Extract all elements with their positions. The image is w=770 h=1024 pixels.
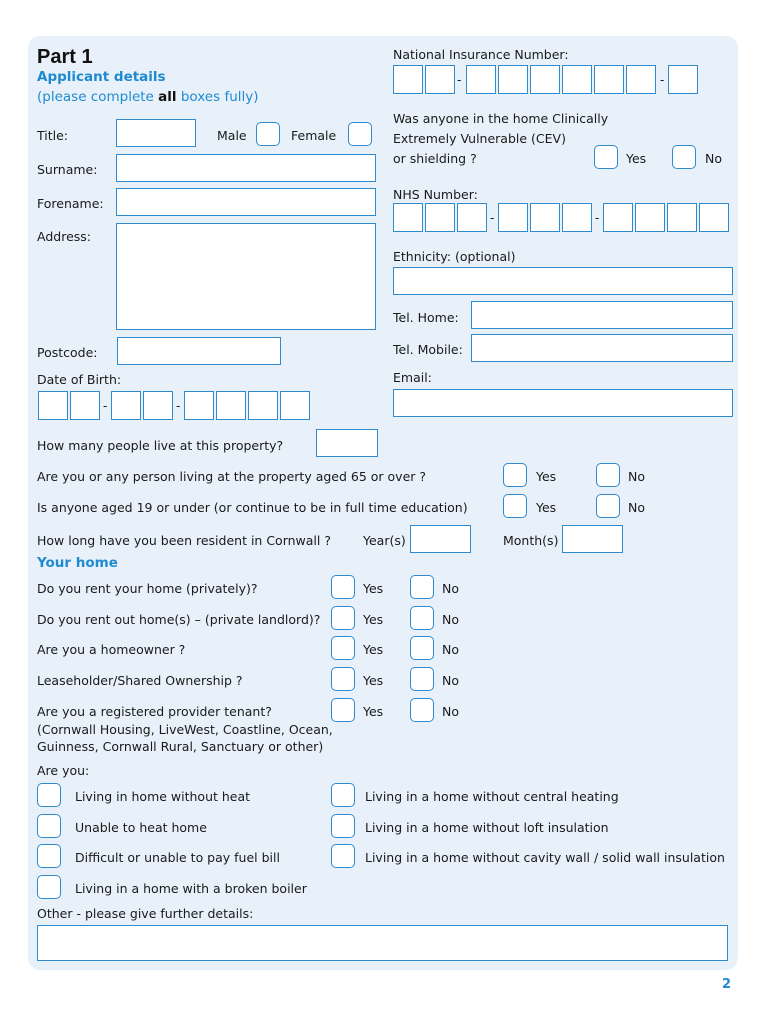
rent-private-no-label: No	[442, 581, 459, 596]
nhs-box-5[interactable]	[530, 203, 560, 232]
tel-home-label: Tel. Home:	[393, 310, 459, 325]
tel-mobile-label: Tel. Mobile:	[393, 342, 463, 357]
dob-label: Date of Birth:	[37, 372, 122, 387]
ni-box-5[interactable]	[530, 65, 560, 94]
dob-day-1[interactable]	[38, 391, 68, 420]
ni-box-4[interactable]	[498, 65, 528, 94]
no-central-heating-label: Living in a home without central heating	[365, 789, 619, 804]
registered-no-label: No	[442, 704, 459, 719]
cev-label-1: Was anyone in the home Clinically	[393, 111, 609, 126]
email-field[interactable]	[393, 389, 733, 417]
unable-heat-checkbox[interactable]	[37, 814, 61, 838]
rent-out-yes-label: Yes	[363, 612, 384, 627]
broken-boiler-label: Living in a home with a broken boiler	[75, 881, 307, 896]
rent-private-label: Do you rent your home (privately)?	[37, 581, 258, 596]
cev-yes-label: Yes	[626, 151, 647, 166]
dob-year-4[interactable]	[280, 391, 310, 420]
cev-label-2: Extremely Vulnerable (CEV)	[393, 131, 566, 146]
no-cavity-insulation-label: Living in a home without cavity wall / solid wall insulation	[365, 850, 725, 865]
ni-box-8[interactable]	[626, 65, 656, 94]
aged65-yes-label: Yes	[536, 469, 557, 484]
registered-yes-label: Yes	[363, 704, 384, 719]
ni-box-3[interactable]	[466, 65, 496, 94]
rent-out-no-checkbox[interactable]	[410, 606, 434, 630]
female-label: Female	[291, 128, 337, 143]
email-label: Email:	[393, 370, 432, 385]
postcode-field[interactable]	[117, 337, 281, 365]
tel-mobile-field[interactable]	[471, 334, 733, 362]
dob-sep-2: -	[176, 399, 181, 413]
cev-no-label: No	[705, 151, 722, 166]
nhs-box-8[interactable]	[635, 203, 665, 232]
nhs-box-1[interactable]	[393, 203, 423, 232]
no-loft-insulation-label: Living in a home without loft insulation	[365, 820, 609, 835]
leaseholder-label: Leaseholder/Shared Ownership ?	[37, 673, 243, 688]
broken-boiler-checkbox[interactable]	[37, 875, 61, 899]
nhs-box-2[interactable]	[425, 203, 455, 232]
aged65-no-label: No	[628, 469, 645, 484]
homeowner-yes-checkbox[interactable]	[331, 636, 355, 660]
months-label: Month(s)	[503, 533, 559, 548]
dob-day-2[interactable]	[70, 391, 100, 420]
registered-no-checkbox[interactable]	[410, 698, 434, 722]
ni-box-6[interactable]	[562, 65, 592, 94]
leaseholder-no-label: No	[442, 673, 459, 688]
years-label: Year(s)	[363, 533, 406, 548]
cev-label-3: or shielding ?	[393, 151, 477, 166]
fuel-bill-label: Difficult or unable to pay fuel bill	[75, 850, 280, 865]
homeowner-yes-label: Yes	[363, 642, 384, 657]
nhs-label: NHS Number:	[393, 187, 478, 202]
ni-box-1[interactable]	[393, 65, 423, 94]
registered-yes-checkbox[interactable]	[331, 698, 355, 722]
dob-month-1[interactable]	[111, 391, 141, 420]
ni-box-2[interactable]	[425, 65, 455, 94]
rent-out-label: Do you rent out home(s) – (private landlord)?	[37, 612, 321, 627]
no-central-heating-checkbox[interactable]	[331, 783, 355, 807]
dob-year-3[interactable]	[248, 391, 278, 420]
ni-sep-1: -	[457, 73, 462, 87]
rent-out-yes-checkbox[interactable]	[331, 606, 355, 630]
cev-yes-checkbox[interactable]	[594, 145, 618, 169]
people-label: How many people live at this property?	[37, 438, 284, 453]
female-checkbox[interactable]	[348, 122, 372, 146]
dob-year-2[interactable]	[216, 391, 246, 420]
page-number: 2	[722, 977, 732, 992]
years-field[interactable]	[410, 525, 471, 553]
fuel-bill-checkbox[interactable]	[37, 844, 61, 868]
part-title: Part 1	[37, 46, 93, 68]
aged65-label: Are you or any person living at the property aged 65 or over ?	[37, 469, 427, 484]
nhs-sep-2: -	[595, 211, 600, 225]
your-home-heading: Your home	[37, 555, 118, 571]
title-label: Title:	[37, 128, 68, 143]
male-label: Male	[217, 128, 247, 143]
leaseholder-no-checkbox[interactable]	[410, 667, 434, 691]
unable-heat-label: Unable to heat home	[75, 820, 207, 835]
section-subtitle: Applicant details	[37, 69, 166, 85]
ethnicity-label: Ethnicity: (optional)	[393, 249, 516, 264]
address-field[interactable]	[116, 223, 376, 330]
surname-label: Surname:	[37, 162, 98, 177]
aged19-no-label: No	[628, 500, 645, 515]
homeowner-no-label: No	[442, 642, 459, 657]
resident-label: How long have you been resident in Cornwall ?	[37, 533, 331, 548]
rent-private-yes-label: Yes	[363, 581, 384, 596]
aged65-yes-checkbox[interactable]	[503, 463, 527, 487]
leaseholder-yes-checkbox[interactable]	[331, 667, 355, 691]
homeowner-label: Are you a homeowner ?	[37, 642, 186, 657]
rent-private-yes-checkbox[interactable]	[331, 575, 355, 599]
male-checkbox[interactable]	[256, 122, 280, 146]
nhs-box-7[interactable]	[603, 203, 633, 232]
tel-home-field[interactable]	[471, 301, 733, 329]
postcode-label: Postcode:	[37, 345, 98, 360]
are-you-label: Are you:	[37, 763, 90, 778]
nhs-box-10[interactable]	[699, 203, 729, 232]
surname-field[interactable]	[116, 154, 376, 182]
ni-label: National Insurance Number:	[393, 47, 569, 62]
no-heat-label: Living in home without heat	[75, 789, 251, 804]
ni-box-9[interactable]	[668, 65, 698, 94]
rent-out-no-label: No	[442, 612, 459, 627]
rent-private-no-checkbox[interactable]	[410, 575, 434, 599]
cev-no-checkbox[interactable]	[672, 145, 696, 169]
aged19-yes-checkbox[interactable]	[503, 494, 527, 518]
section-note: (please complete all boxes fully)	[37, 89, 259, 105]
homeowner-no-checkbox[interactable]	[410, 636, 434, 660]
dob-sep-1: -	[103, 399, 108, 413]
other-details-field[interactable]	[37, 925, 728, 961]
nhs-box-4[interactable]	[498, 203, 528, 232]
no-loft-insulation-checkbox[interactable]	[331, 814, 355, 838]
address-label: Address:	[37, 229, 91, 244]
registered-note-1: (Cornwall Housing, LiveWest, Coastline, Ocean,	[37, 722, 333, 737]
nhs-box-6[interactable]	[562, 203, 592, 232]
no-cavity-insulation-checkbox[interactable]	[331, 844, 355, 868]
aged19-yes-label: Yes	[536, 500, 557, 515]
registered-note-2: Guinness, Cornwall Rural, Sanctuary or other)	[37, 739, 324, 754]
ni-sep-2: -	[660, 73, 665, 87]
no-heat-checkbox[interactable]	[37, 783, 61, 807]
dob-year-1[interactable]	[184, 391, 214, 420]
aged65-no-checkbox[interactable]	[596, 463, 620, 487]
title-field[interactable]	[116, 119, 196, 147]
months-field[interactable]	[562, 525, 623, 553]
dob-month-2[interactable]	[143, 391, 173, 420]
ni-box-7[interactable]	[594, 65, 624, 94]
registered-label: Are you a registered provider tenant?	[37, 704, 272, 719]
other-details-label: Other - please give further details:	[37, 906, 254, 921]
aged19-no-checkbox[interactable]	[596, 494, 620, 518]
nhs-box-9[interactable]	[667, 203, 697, 232]
leaseholder-yes-label: Yes	[363, 673, 384, 688]
people-field[interactable]	[316, 429, 378, 457]
ethnicity-field[interactable]	[393, 267, 733, 295]
nhs-sep-1: -	[490, 211, 495, 225]
aged19-label: Is anyone aged 19 or under (or continue to be in full time education)	[37, 500, 468, 515]
forename-field[interactable]	[116, 188, 376, 216]
nhs-box-3[interactable]	[457, 203, 487, 232]
forename-label: Forename:	[37, 196, 104, 211]
